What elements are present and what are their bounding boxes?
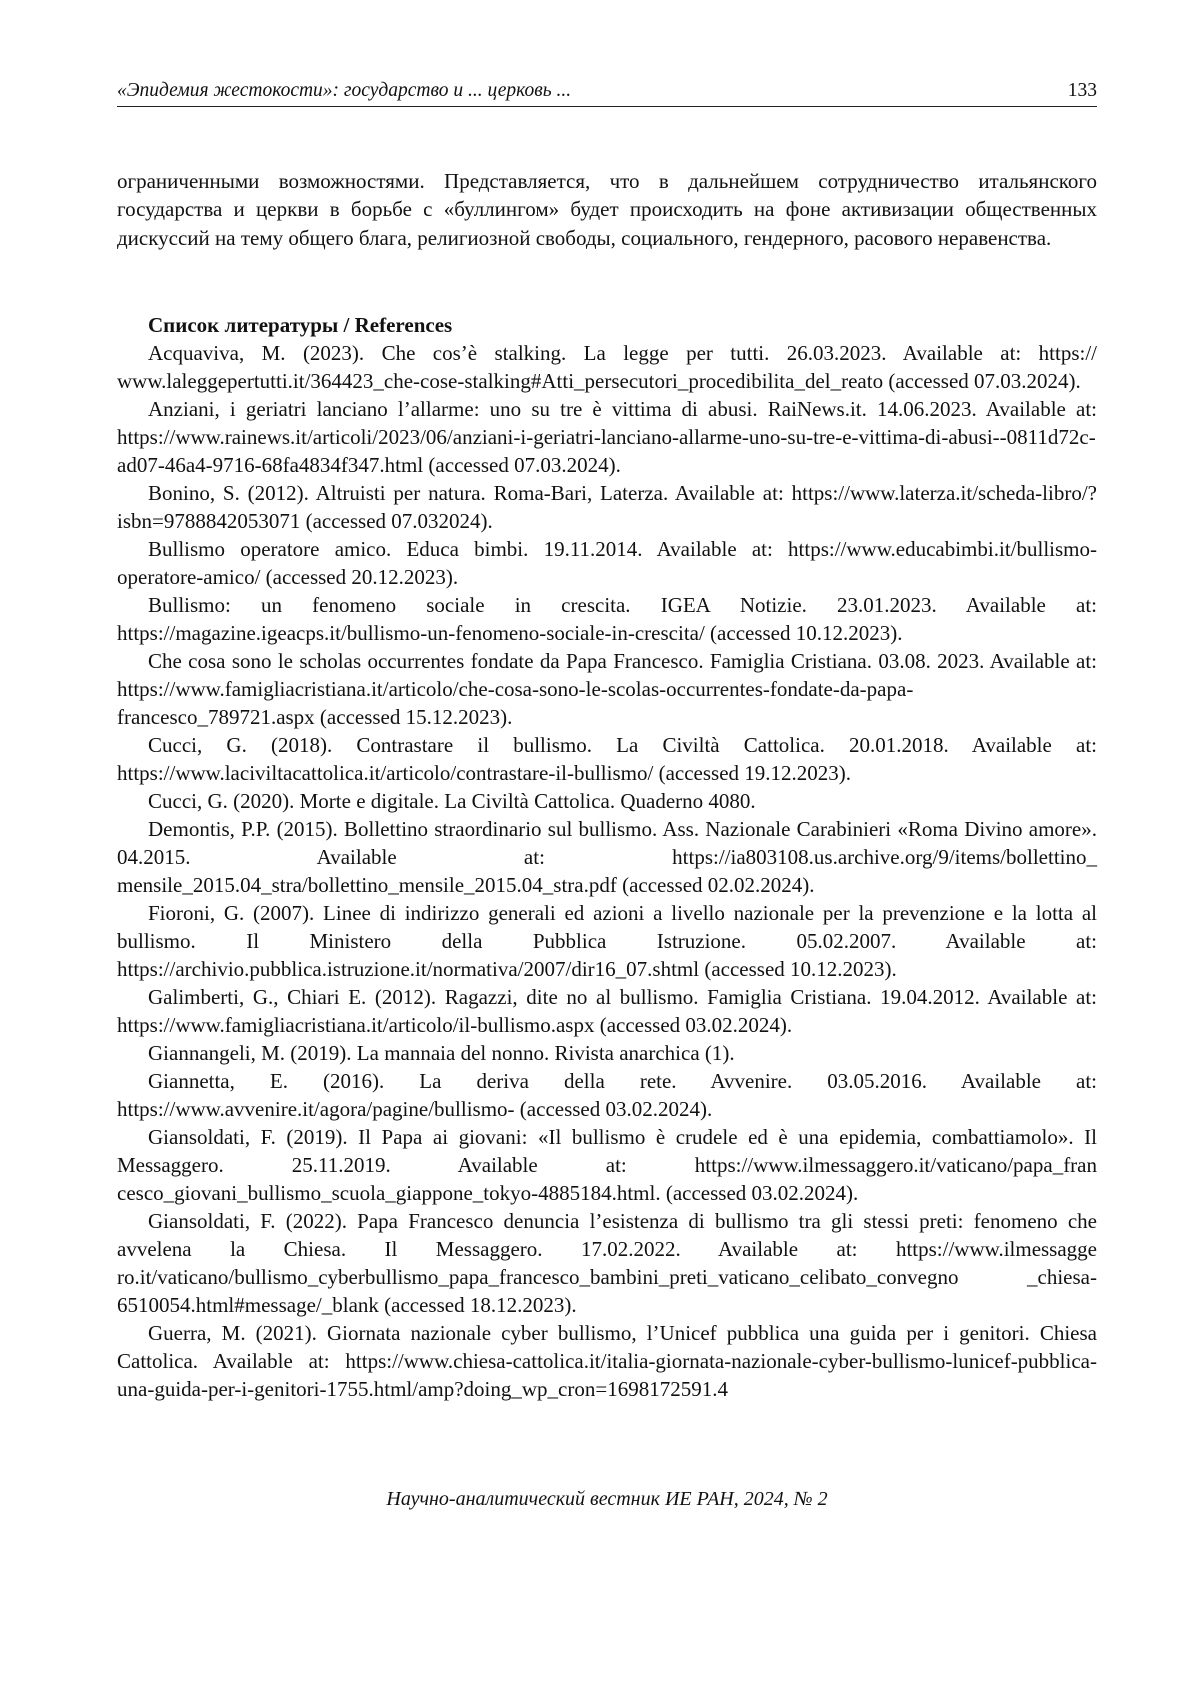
reference-item: Giannetta, E. (2016). La deriva della rete. Avvenire. 03.05.2016. Available at: https://www.avvenire.it/agora/pagine/bullismo- (accessed 03.02.2024). (117, 1068, 1097, 1121)
reference-item: Bonino, S. (2012). Altruisti per natura. Roma-Bari, Laterza. Available at: https://www.laterza.it/scheda-libro/?isbn=9788842053071 (accessed 07.032024). (117, 480, 1097, 533)
reference-item: Guerra, M. (2021). Giornata nazionale cyber bullismo, l’Unicef pubblica una guida per i genitori. Chiesa Cattolica. Available at: https://www.chiesa-cattolica.it/italia-giornata-nazionale-cyber-bullismo-lunicef-pubblica-una-guida-per-i-genitori-1755.html/amp?doing_wp_cron=1698172591.4 (117, 1320, 1097, 1401)
page-number: 133 (1067, 80, 1097, 101)
page (117, 80, 1097, 1403)
body-paragraph: ограниченными возможностями. Представляется, что в дальнейшем сотрудничество итальянского государства и церкви в борьбе с «буллингом» будет происходить на фоне активизации общественных дискуссий на тему общего блага, религиозной свободы, социального, гендерного, расового неравенства. (117, 169, 1097, 250)
running-header (117, 80, 1097, 107)
reference-item: Giansoldati, F. (2022). Papa Francesco denuncia l’esistenza di bullismo tra gli stessi preti: fenomeno che avvelena la Chiesa. Il Messaggero. 17.02.2022. Available at: https://www.ilmessagge ro.it/vaticano/bullismo_cyberbullismo_papa_francesco_bambini_preti_vaticano_celibato_convegno _chiesa-6510054.html#message/_blank (accessed 18.12.2023). (117, 1208, 1097, 1317)
reference-item: Giannangeli, M. (2019). La mannaia del nonno. Rivista anarchica (1). (148, 1040, 735, 1065)
references-heading: Список литературы / References (148, 312, 453, 337)
reference-item: Fioroni, G. (2007). Linee di indirizzo generali ed azioni a livello nazionale per la prevenzione e la lotta al bullismo. Il Ministero della Pubblica Istruzione. 05.02.2007. Available at: https://archivio.pubblica.istruzione.it/normativa/2007/dir16_07.shtml (accessed 10.12.2023). (117, 900, 1097, 981)
reference-item: Cucci, G. (2018). Contrastare il bullismo. La Civiltà Cattolica. 20.01.2018. Available at: https://www.laciviltacattolica.it/articolo/contrastare-il-bullismo/ (accessed 19.12.2023). (117, 732, 1097, 785)
reference-item: Cucci, G. (2020). Morte e digitale. La Civiltà Cattolica. Quaderno 4080. (148, 788, 756, 813)
reference-item: Bullismo operatore amico. Educa bimbi. 19.11.2014. Available at: https://www.educabimbi.it/bullismo-operatore-amico/ (accessed 20.12.2023). (117, 536, 1097, 589)
running-title: «Эпидемия жестокости»: государство и ... церковь ... (117, 80, 572, 101)
references-list (117, 339, 1097, 1403)
reference-item: Che cosa sono le scholas occurrentes fondate da Papa Francesco. Famiglia Cristiana. 03.08. 2023. Available at: https://www.famigliacristiana.it/articolo/che-cosa-sono-le-scolas-occurrentes-fondate-da-papa-francesco_789721.aspx (accessed 15.12.2023). (117, 648, 1097, 729)
reference-item: Anziani, i geriatri lanciano l’allarme: uno su tre è vittima di abusi. RaiNews.it. 14.06.2023. Available at: https://www.rainews.it/articoli/2023/06/anziani-i-geriatri-lanciano-allarme-uno-su-tre-e-vittima-di-abusi--0811d72c-ad07-46a4-9716-68fa4834f347.html (accessed 07.03.2024). (117, 396, 1097, 477)
reference-item: Giansoldati, F. (2019). Il Papa ai giovani: «Il bullismo è crudele ed è una epidemia, combattiamolo». Il Messaggero. 25.11.2019. Available at: https://www.ilmessaggero.it/vaticano/papa_fran cesco_giovani_bullismo_scuola_giappone_tokyo-4885184.html. (accessed 03.02.2024). (117, 1124, 1097, 1205)
reference-item: Demontis, P.P. (2015). Bollettino straordinario sul bullismo. Ass. Nazionale Carabinieri «Roma Divino amore». 04.2015. Available at: https://ia803108.us.archive.org/9/items/bollettino_ mensile_2015.04_stra/bollettino_mensile_2015.04_stra.pdf (accessed 02.02.2024). (117, 816, 1097, 897)
reference-item: Galimberti, G., Chiari E. (2012). Ragazzi, dite no al bullismo. Famiglia Cristiana. 19.04.2012. Available at: https://www.famigliacristiana.it/articolo/il-bullismo.aspx (accessed 03.02.2024). (117, 984, 1097, 1037)
journal-footer: Научно-аналитический вестник ИЕ РАН, 2024, № 2 (386, 1488, 828, 1510)
reference-item: Acquaviva, M. (2023). Che cos’è stalking. La legge per tutti. 26.03.2023. Available at: https:// www.laleggepertutti.it/364423_che-cose-stalking#Atti_persecutori_procedibilita_del_reato (accessed 07.03.2024). (117, 340, 1097, 393)
reference-item: Bullismo: un fenomeno sociale in crescita. IGEA Notizie. 23.01.2023. Available at: https://magazine.igeacps.it/bullismo-un-fenomeno-sociale-in-crescita/ (accessed 10.12.2023). (117, 592, 1097, 645)
